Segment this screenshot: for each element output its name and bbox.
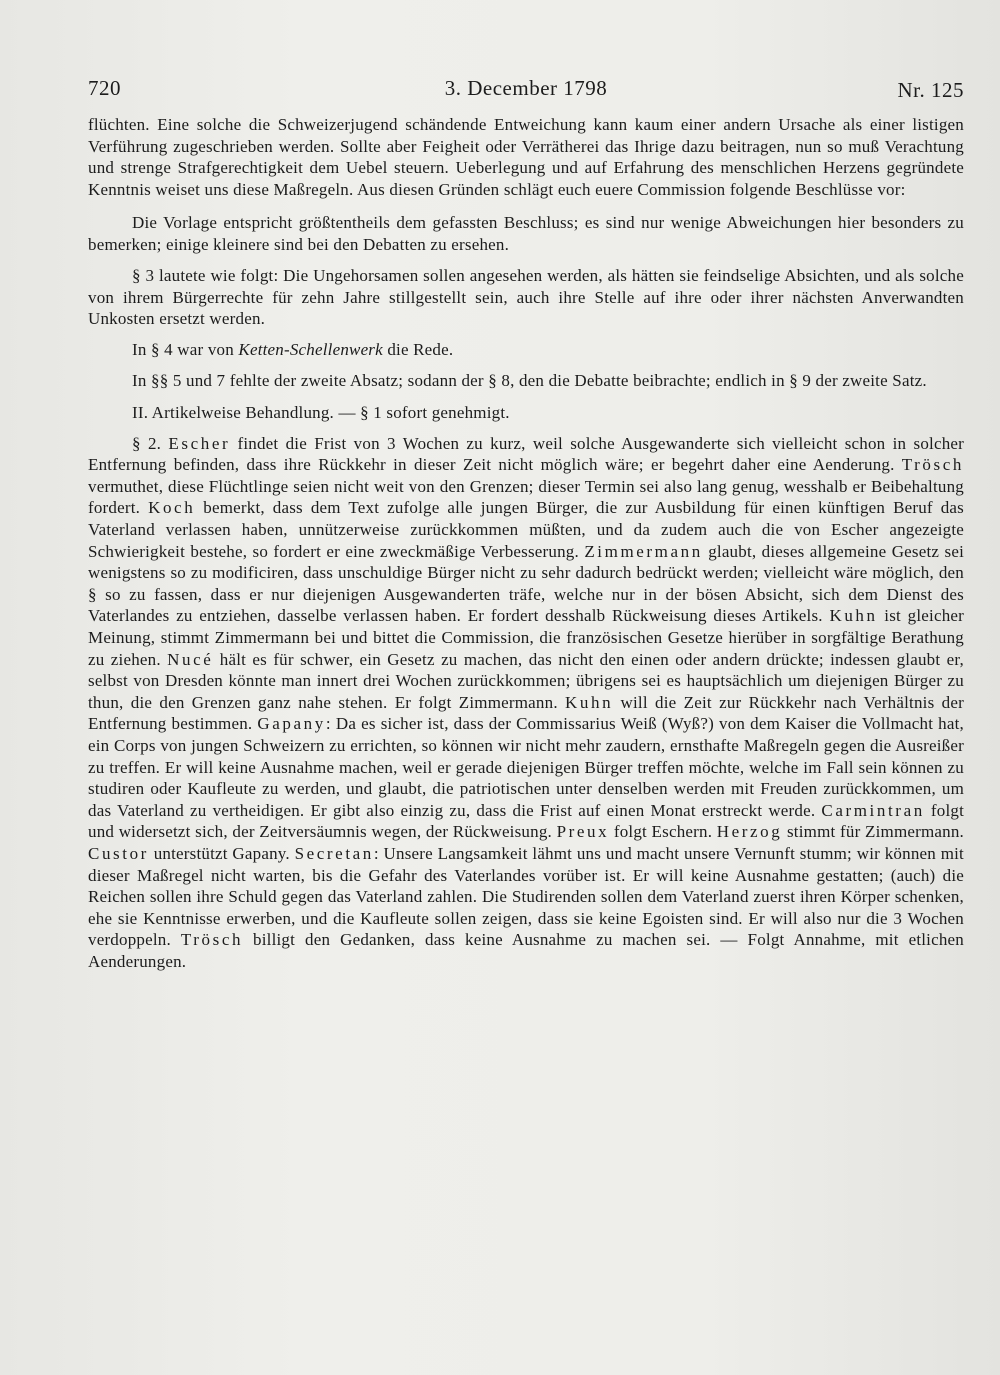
- paragraph-debate-section-2: [88, 433, 964, 973]
- page-number: 720: [88, 76, 121, 100]
- debate-text: billigt den Gedanken, dass keine Ausnahme zu machen sei. — Folgt Annahme, mit etlichen Aenderungen.: [88, 930, 964, 971]
- section-4-text-a: In § 4 war von: [132, 340, 239, 360]
- debate-text: ist gleicher Meinung, stimmt Zimmermann bei und bittet die Commission, die französischen Gesetze hierüber in sorgfältige Berathung zu ziehen.: [88, 606, 964, 669]
- debate-text: hält es für schwer, ein Gesetz zu machen, das nicht den einen oder andern drückte; indessen glaubt er, selbst von Dresden könnte man innert drei Wochen zurückkommen; übrigens sei es hauptsächlich um diejenigen Bürger zu thun, die den Grenzen ganz nahe stehen. Er folgt Zimmermann.: [88, 649, 964, 712]
- debate-text: stimmt für Zimmermann.: [782, 822, 965, 842]
- speaker-name: Herzog: [716, 822, 783, 842]
- speaker-name: Custor: [88, 843, 149, 863]
- speaker-name: Trösch: [901, 455, 964, 475]
- speaker-name: Secretan: [294, 843, 374, 863]
- speaker-name: Kuhn: [829, 606, 878, 626]
- speaker-name: Trösch: [180, 930, 244, 950]
- debate-text: : Unsere Langsamkeit lähmt uns und macht unsere Vernunft stumm; wir können mit dieser Maßregel nicht warten, bis die Gefahr des Vaterlandes vorüber ist. Er will keine Ausnahme gestatten; (auch) die Reichen sollen ihre Schuld gegen das Vaterland zahlen. Die Studirenden sollen dem Vaterland zuerst ihren Körper schenken, ehe sie Kenntnisse erwerben, und die Kaufleute sollen zeigen, dass sie keine Egoisten sind. Er will also nur die 3 Wochen verdoppeln.: [88, 843, 964, 950]
- paragraph-section-4: [88, 339, 964, 361]
- debate-text: : Da es sicher ist, dass der Commissarius Weiß (Wyß?) von dem Kaiser die Vollmacht hat, ein Corps von jungen Schweizern zu errichten, so können wir nicht mehr zaudern, ernsthafte Maßregeln gegen die Ausreißer zu treffen. Er will keine Ausnahme machen, weil er gerade diejenigen Bürger treffen möchte, welche im Fall sein können zu studiren oder Kaufleute zu werden, und glaubt, die patriotischen unter denselben werden mit Freuden zurückkommen, um das Vaterland zu vertheidigen. Er gibt also einzig zu, dass die Frist auf einen Monat erstreckt werde.: [88, 714, 964, 820]
- debate-text: folgt und widersetzt sich, der Zeitversäumnis wegen, der Rückweisung.: [88, 800, 964, 842]
- speaker-name: Koch: [148, 498, 196, 518]
- speaker-name: Nucé: [167, 649, 214, 669]
- section-4-text-c: die Rede.: [382, 340, 454, 360]
- speaker-name: Gapany: [257, 714, 326, 734]
- paragraph-section-3: § 3 lautete wie folgt: Die Ungehorsamen sollen angesehen werden, als hätten sie feindselige Absichten, und als solche von ihrem Bürgerrechte für zehn Jahre stillgestellt sein, auch ihre Stelle auf ihre oder ihrer nächsten Anverwandten Unkosten ersetzt werden.: [88, 266, 964, 329]
- speaker-name: Preux: [556, 822, 610, 842]
- debate-text: folgt Eschern.: [609, 822, 717, 842]
- debate-text: § 2.: [132, 433, 169, 453]
- speaker-name: Carmintran: [821, 800, 925, 820]
- debate-text: findet die Frist von 3 Wochen zu kurz, weil solche Ausgewanderte sich vielleicht schon in solcher Entfernung befinden, dass ihre Rückkehr in dieser Zeit nicht möglich wäre; er begehrt daher eine Aenderung.: [88, 433, 964, 475]
- running-header: [88, 76, 964, 110]
- debate-text: unterstützt Gapany.: [148, 843, 295, 863]
- speaker-name: Escher: [168, 433, 231, 453]
- debate-text: glaubt, dieses allgemeine Gesetz sei wenigstens so zu modificiren, dass unschuldige Bürger nicht zu sehr dadurch bedrückt werden; vielleicht wäre möglich, den § so zu fassen, dass er nur diejenigen Ausgewanderten träfe, welche nur in der bösen Absicht, sich dem Dienst des Vaterlandes zu entziehen, dasselbe verlassen haben. Er fordert desshalb Rückweisung dieses Artikels.: [88, 541, 964, 626]
- paragraph-article-treatment: II. Artikelweise Behandlung. — § 1 sofort genehmigt.: [132, 402, 510, 422]
- debate-text: will die Zeit zur Rückkehr nach Verhältnis der Entfernung bestimmen.: [88, 692, 964, 734]
- paragraph-sections-5-9: In §§ 5 und 7 fehlte der zweite Absatz; sodann der § 8, den die Debatte beibrachte; endlich in § 9 der zweite Satz.: [132, 371, 927, 391]
- speaker-name: Zimmermann: [584, 541, 703, 561]
- document-number: Nr. 125: [897, 78, 964, 102]
- debate-text: bemerkt, dass dem Text zufolge alle jungen Bürger, die zur Ausbildung für einen künftigen Beruf das Vaterland verlassen haben, unnützerweise zurückkommen müßten, und da zudem auch die von Escher angezeigte Schwierigkeit bestehe, so fordert er eine zweckmäßige Verbesserung.: [88, 498, 964, 561]
- body-text: [88, 114, 964, 982]
- debate-text: vermuthet, diese Flüchtlinge seien nicht weit von den Grenzen; dieser Termin sei also lang genug, wesshalb er Beibehaltung fordert.: [88, 476, 964, 518]
- speaker-name: Kuhn: [565, 692, 614, 712]
- header-date: 3. December 1798: [444, 76, 608, 100]
- section-4-italic-term: Ketten-Schellenwerk: [238, 340, 383, 360]
- paragraph-editorial-note: Die Vorlage entspricht größtentheils dem gefassten Beschluss; es sind nur wenige Abweichungen hier besonders zu bemerken; einige kleinere sind bei den Debatten zu ersehen.: [88, 213, 964, 254]
- paragraph-commission-proposal: flüchten. Eine solche die Schweizerjugend schändende Entweichung kann kaum einer andern Ursache als einer listigen Verführung zugeschrieben werden. Sollte aber Feigheit oder Verrätherei das Ihrige dazu beitragen, nun so muß Verachtung und strenge Strafgerechtigkeit dem Uebel steuern. Ueberlegung und auf Erfahrung des menschlichen Herzens gegründete Kenntnis weiset uns diese Maßregeln. Aus diesen Gründen schlägt euch euere Commission folgende Beschlüsse vor:: [88, 115, 964, 199]
